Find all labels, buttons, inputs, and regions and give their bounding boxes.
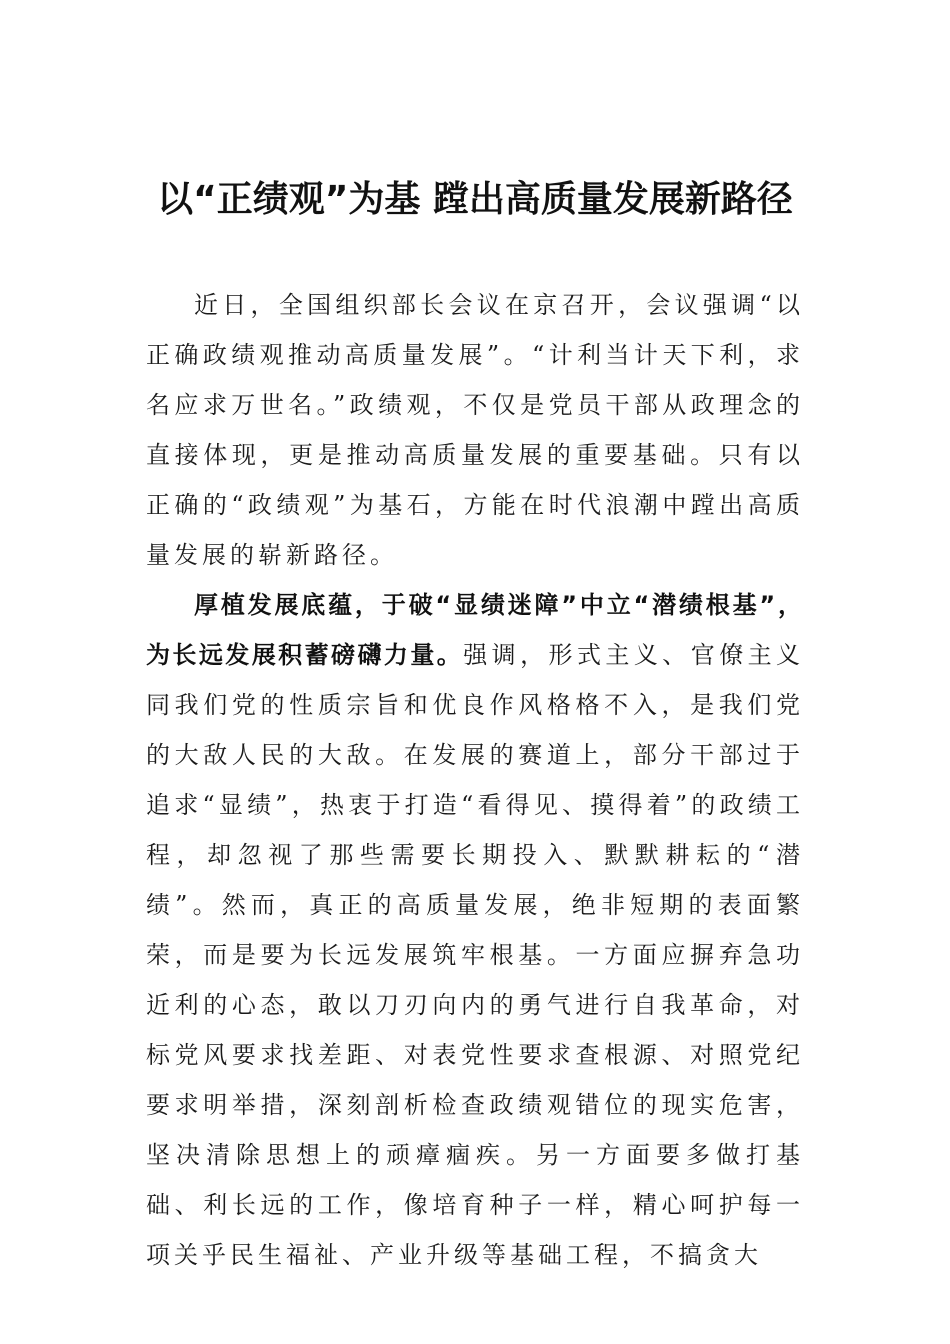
paragraph-2 <box>146 580 804 1280</box>
paragraph-1 <box>146 280 804 580</box>
paragraph-1-text: 近日，全国组织部长会议在京召开，会议强调“以正确政绩观推动高质量发展”。“计利当计天下利，求名应求万世名。”政绩观，不仅是党员干部从政理念的直接体现，更是推动高质量发展的重要基础。只有以正确的“政绩观”为基石，方能在时代浪潮中蹚出高质量发展的崭新路径。 <box>146 291 804 569</box>
paragraph-2-text: 强调，形式主义、官僚主义同我们党的性质宗旨和优良作风格格不入，是我们党的大敌人民的大敌。在发展的赛道上，部分干部过于追求“显绩”，热衷于打造“看得见、摸得着”的政绩工程，却忽视了那些需要长期投入、默默耕耘的“潜绩”。然而，真正的高质量发展，绝非短期的表面繁荣，而是要为长远发展筑牢根基。一方面应摒弃急功近利的心态，敢以刀刃向内的勇气进行自我革命，对标党风要求找差距、对表党性要求查根源、对照党纪要求明举措，深刻剖析检查政绩观错位的现实危害，坚决清除思想上的顽瘴痼疾。另一方面要多做打基础、利长远的工作，像培育种子一样，精心呵护每一项关乎民生福祉、产业升级等基础工程，不搞贪大 <box>146 641 805 1269</box>
document-body <box>146 280 804 1280</box>
paragraph-2-lead: 厚植发展底蕴，于破“显绩迷障”中立“潜绩根基”，为长远发展积蓄磅礴力量。 <box>146 591 804 669</box>
document-title: 以“正绩观”为基 蹚出高质量发展新路径 <box>157 179 793 220</box>
